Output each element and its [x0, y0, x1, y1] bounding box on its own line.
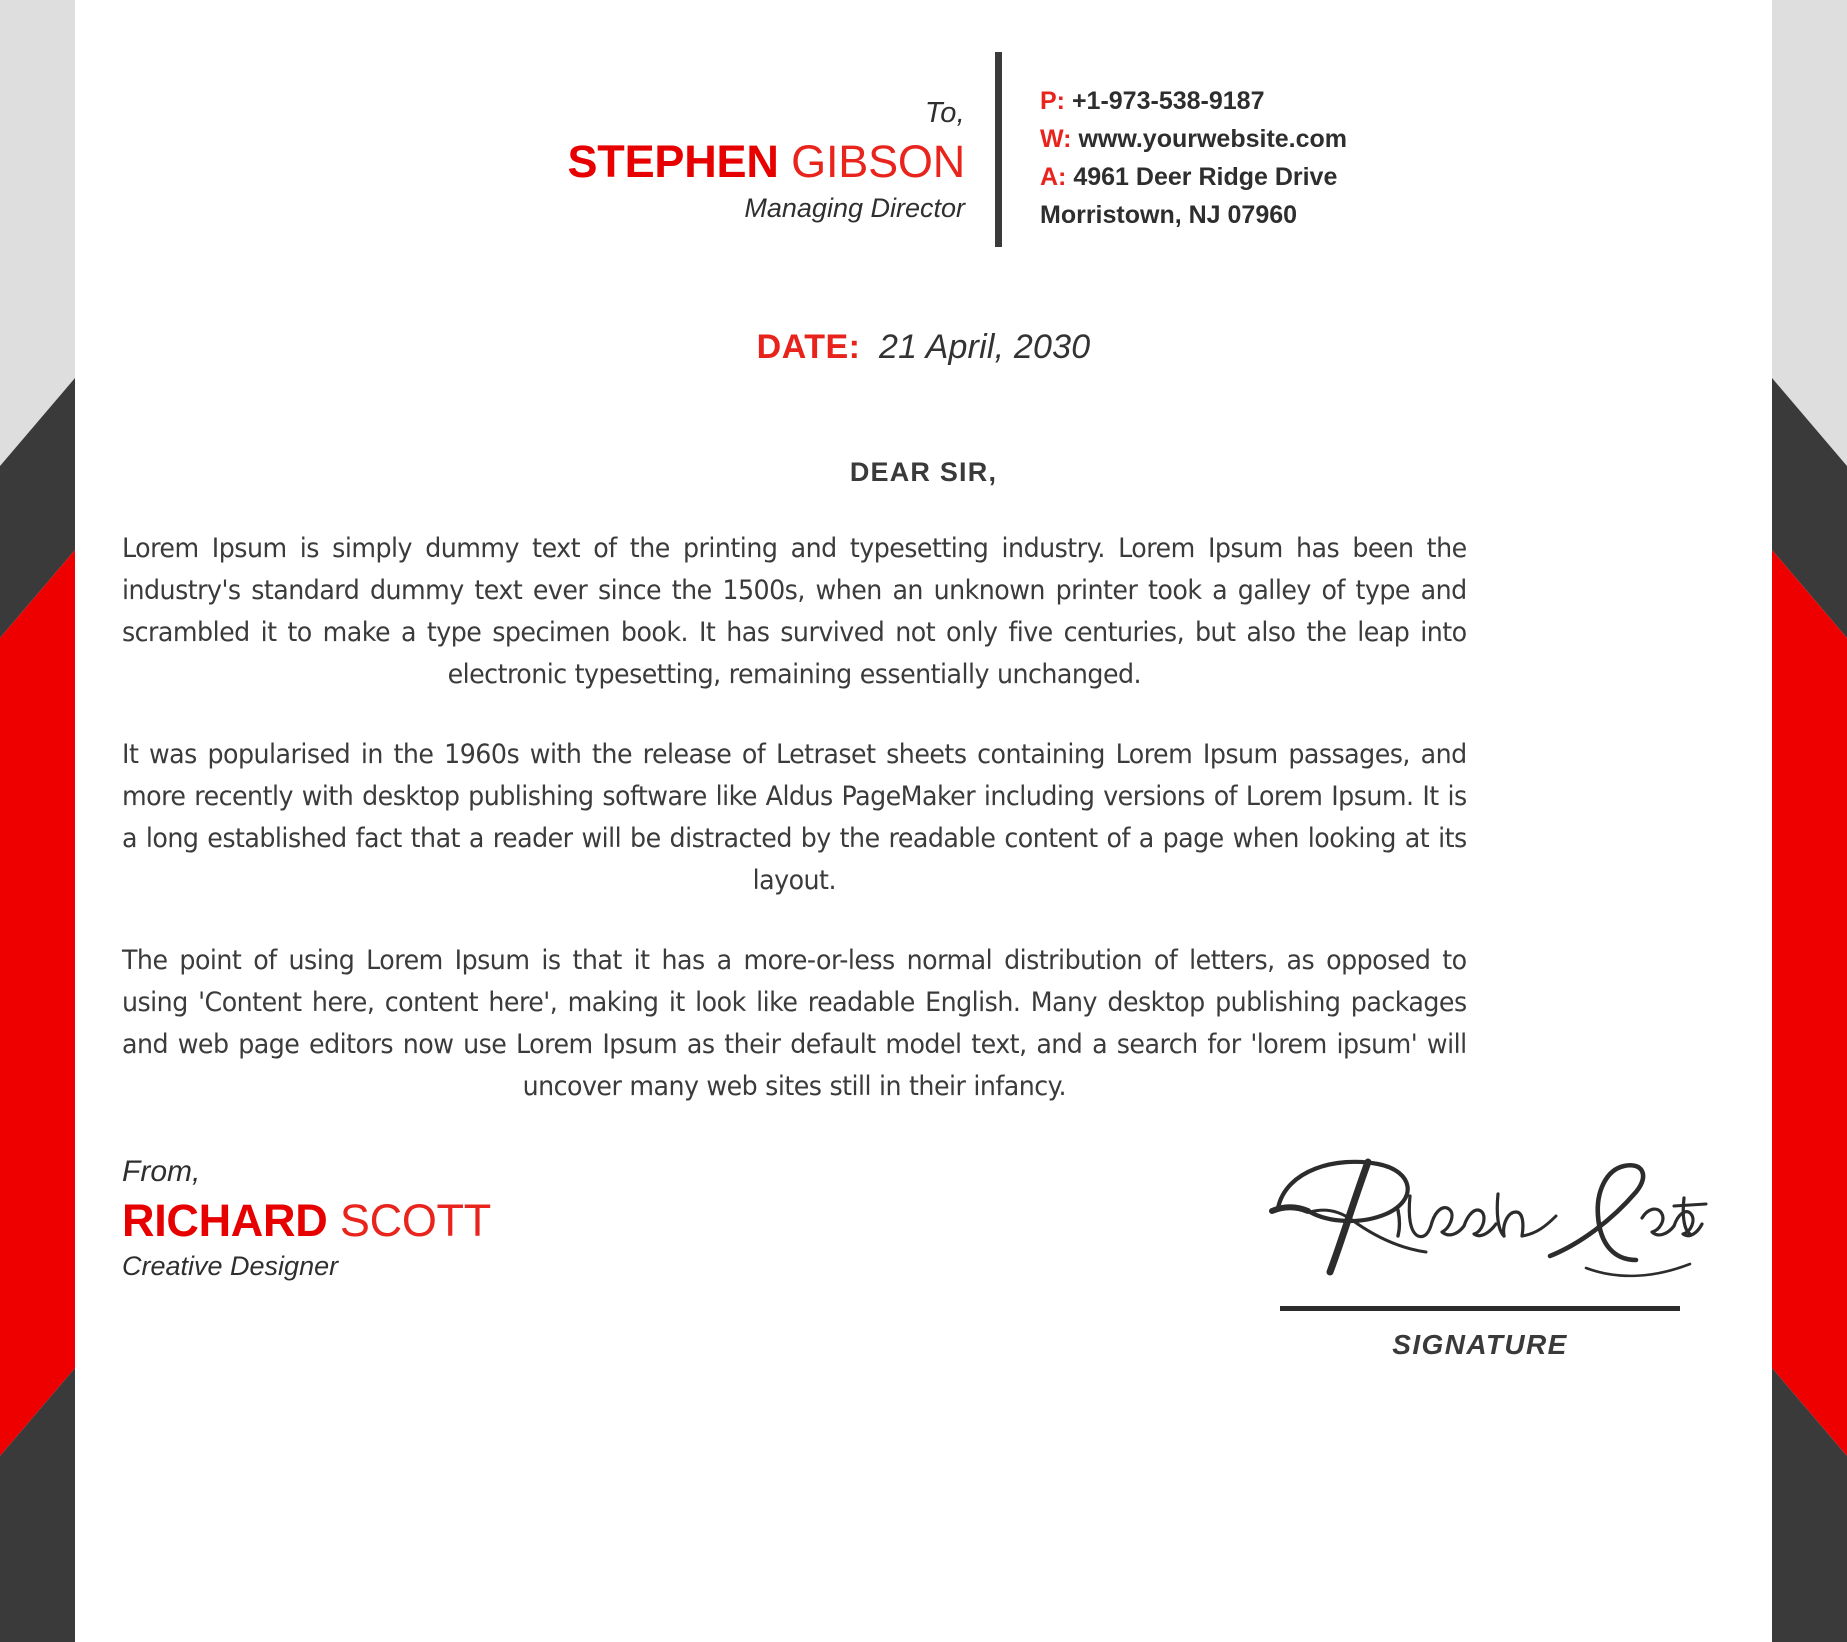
- contact-phone: [1040, 82, 1482, 120]
- letter-header: [75, 50, 1772, 250]
- phone-value: +1-973-538-9187: [1071, 87, 1265, 115]
- sender-name: [122, 1193, 722, 1250]
- right-decorative-band: [1772, 0, 1847, 1642]
- sender-first-name: RICHARD: [122, 1194, 328, 1246]
- from-label: From,: [122, 1155, 201, 1188]
- address-key-icon: A:: [1040, 163, 1067, 191]
- date-row: [75, 328, 1772, 367]
- recipient-role: Managing Director: [744, 193, 965, 224]
- address-line2-value: Morristown, NJ 07960: [1040, 201, 1298, 229]
- contact-details-block: [1002, 50, 1482, 234]
- sender-last-name: SCOTT: [339, 1194, 491, 1246]
- phone-key-icon: P:: [1040, 87, 1065, 115]
- contact-address-line1: [1040, 158, 1482, 196]
- letter-body: [122, 528, 1530, 1108]
- recipient-block: [365, 50, 995, 224]
- letter-sheet: [75, 0, 1772, 1642]
- signature-block: [1250, 1148, 1710, 1361]
- date-label: DATE:: [756, 328, 861, 366]
- contact-address-line2: [1040, 196, 1482, 234]
- recipient-last-name: GIBSON: [791, 135, 965, 187]
- to-label: To,: [924, 97, 965, 129]
- left-decorative-band: [0, 0, 75, 1642]
- sender-role: Creative Designer: [122, 1251, 339, 1282]
- body-paragraph: It was popularised in the 1960s with the release of Letraset sheets containing Lorem Ipsum passages, and more recently with desktop publishing software like Aldus PageMaker including versions of Lorem Ipsum. It is a long established fact that a reader will be distracted by the readable content of a page when looking at its layout.: [122, 739, 1467, 896]
- body-paragraph: The point of using Lorem Ipsum is that it has a more-or-less normal distribution of letters, as opposed to using 'Content here, content here', making it look like readable English. Many desktop publishing packages and web page editors now use Lorem Ipsum as their default model text, and a search for 'lorem ipsum' will uncover many web sites still in their infancy.: [122, 945, 1467, 1102]
- website-value[interactable]: www.yourwebsite.com: [1078, 125, 1348, 153]
- website-key-icon: W:: [1040, 125, 1072, 153]
- salutation: DEAR SIR,: [849, 457, 998, 487]
- recipient-name: [365, 134, 965, 190]
- address-line1-value: 4961 Deer Ridge Drive: [1073, 163, 1338, 191]
- signature-line: [1280, 1306, 1680, 1311]
- recipient-first-name: STEPHEN: [567, 135, 779, 187]
- body-paragraph: Lorem Ipsum is simply dummy text of the printing and typesetting industry. Lorem Ipsum has been the industry's standard dummy text ever since the 1500s, when an unknown printer took a galley of type and scrambled it to make a type specimen book. It has survived not only five centuries, but also the leap into electronic typesetting, remaining essentially unchanged.: [122, 533, 1467, 690]
- right-band-shapes: [1772, 0, 1847, 1642]
- header-vertical-divider: [995, 52, 1002, 247]
- left-band-shapes: [0, 0, 75, 1642]
- contact-website: [1040, 120, 1482, 158]
- date-value: 21 April, 2030: [878, 328, 1091, 366]
- handwritten-signature-icon: [1250, 1148, 1710, 1298]
- signature-caption: SIGNATURE: [1392, 1329, 1568, 1360]
- sender-block: [122, 1155, 722, 1282]
